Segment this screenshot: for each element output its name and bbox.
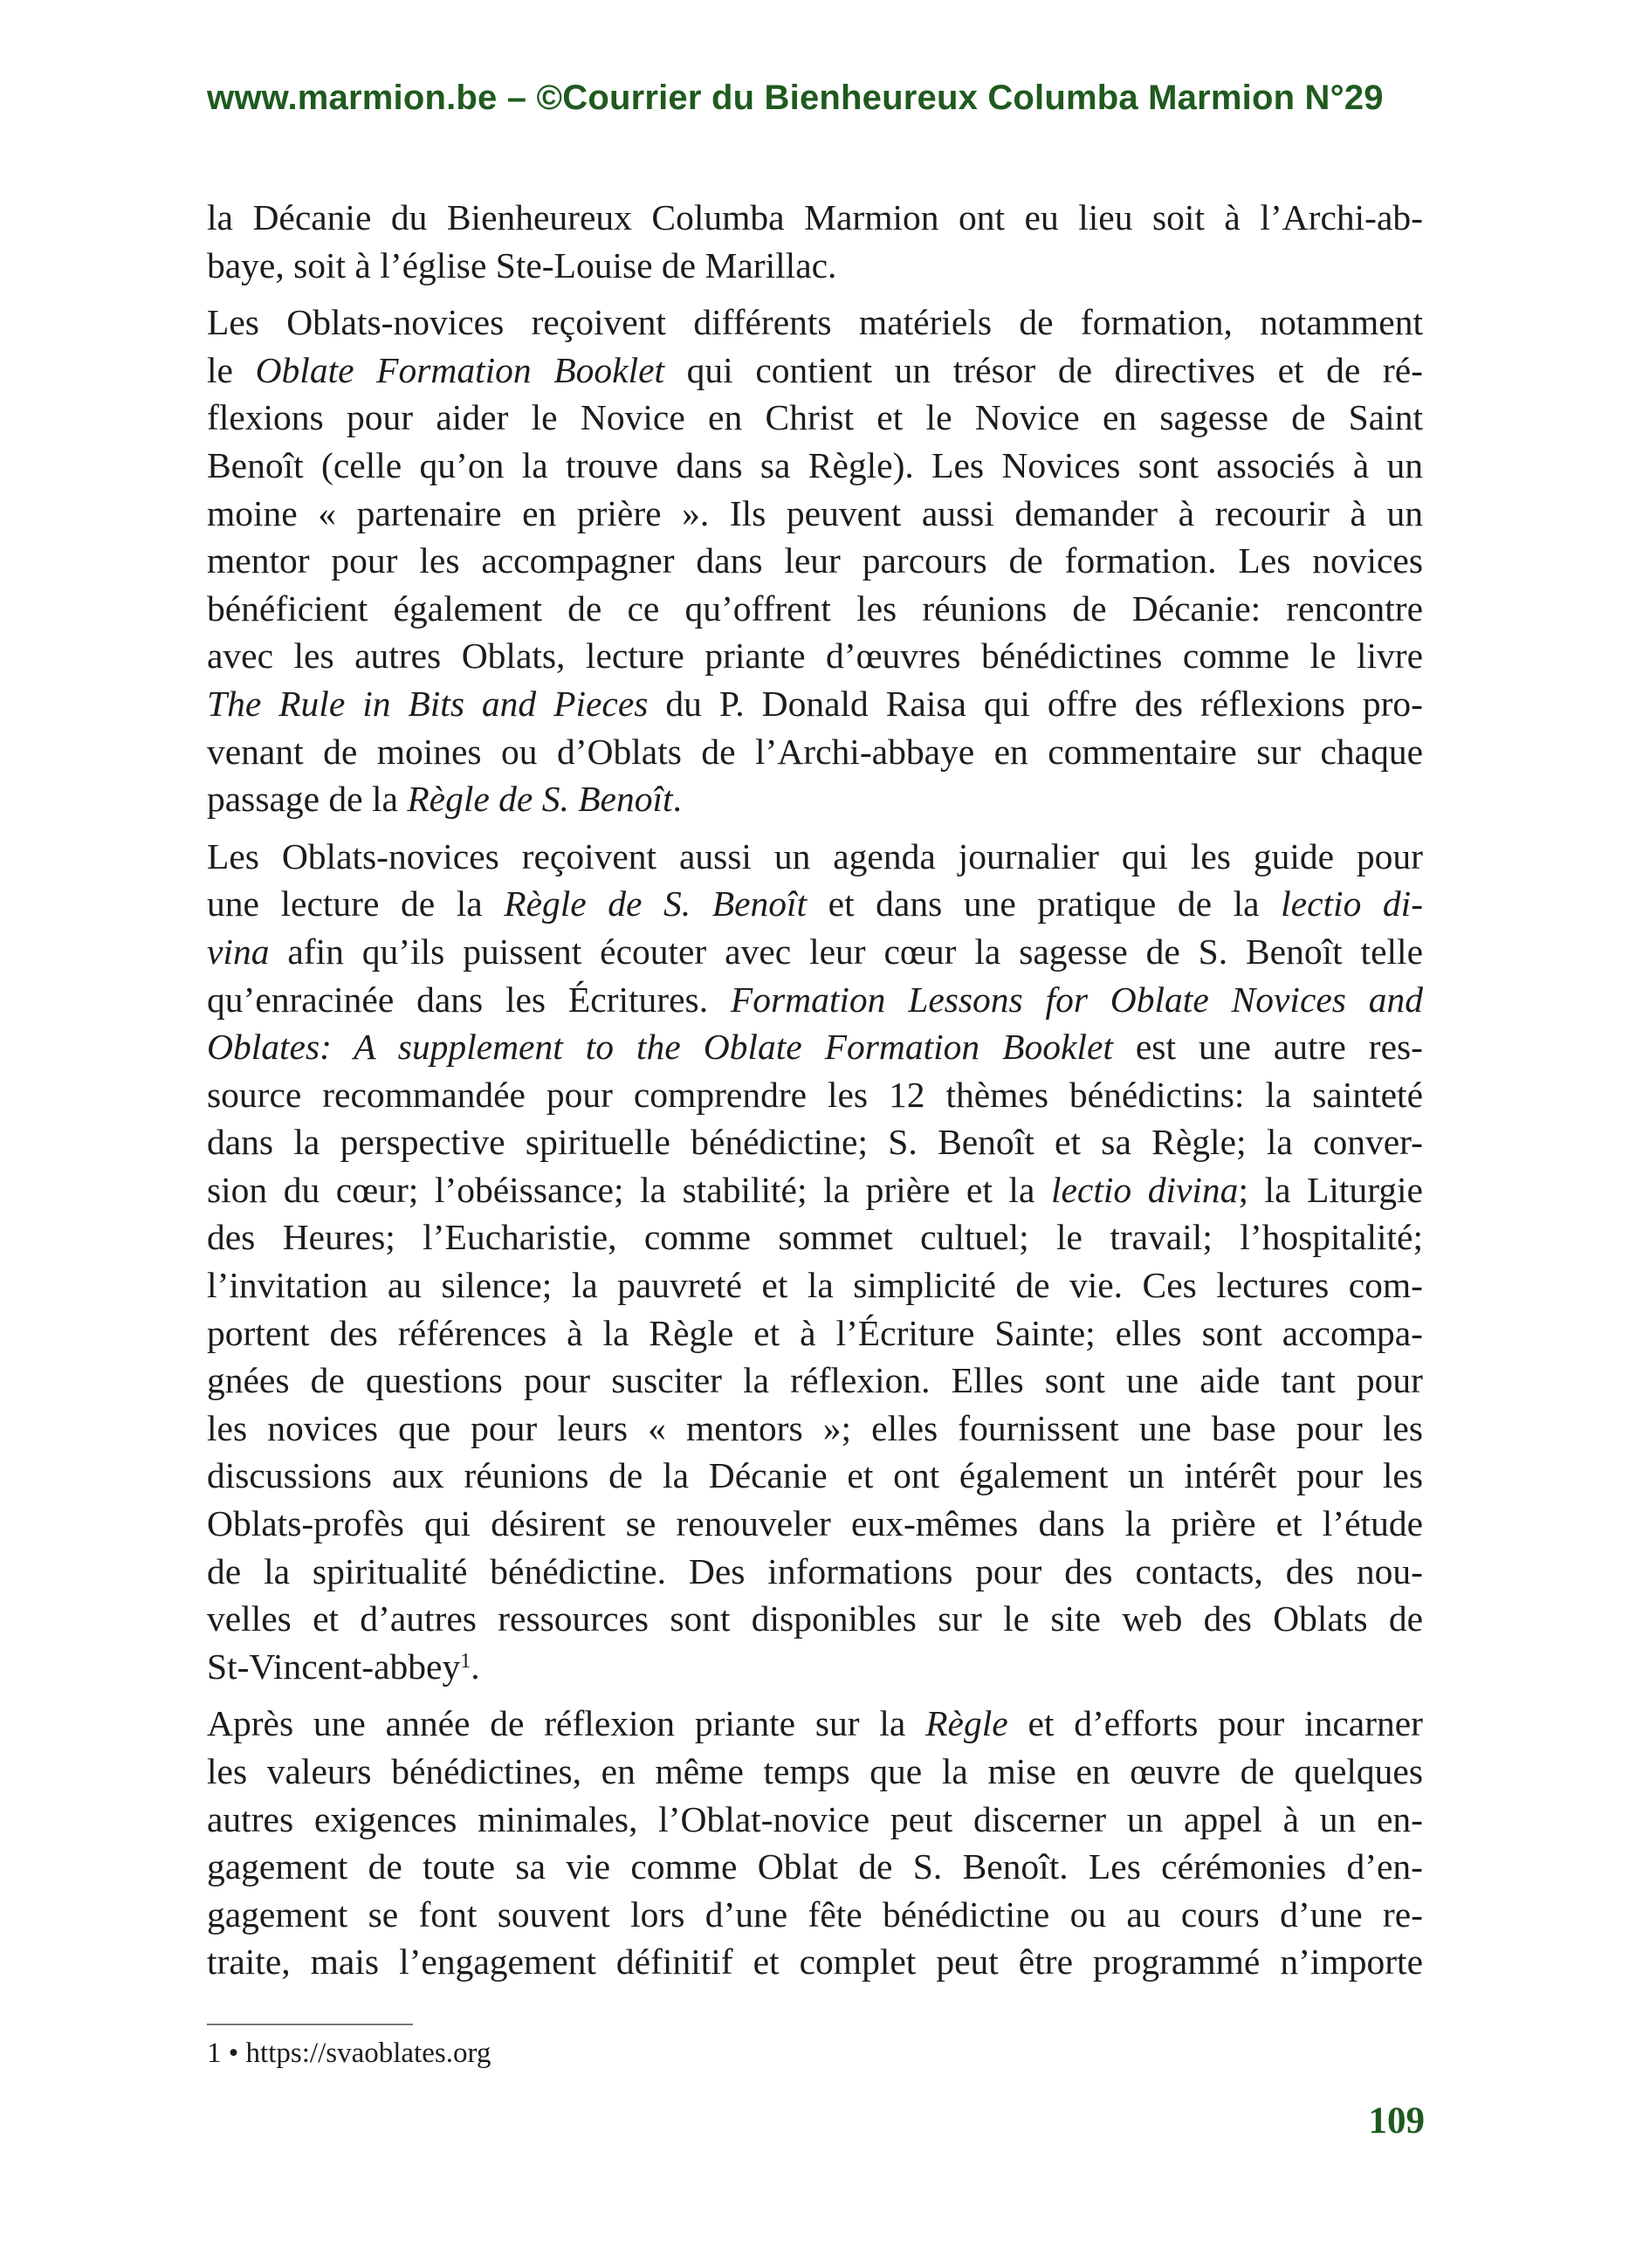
article-body [207,194,1423,1996]
text-line: Les Oblats-novices reçoivent différents matériels de formation, notamment [207,302,1423,343]
page-number: 109 [1368,2100,1425,2141]
text-line: source recommandée pour comprendre les 12 thèmes bénédictins: la sainteté [207,1074,1423,1115]
book-title: Règle de S. Benoît [407,779,673,820]
text-line: St-Vincent-abbey$^1$. [207,1646,480,1687]
text-line: avec les autres Oblats, lecture priante d’œuvres bénédictines comme le livre [207,636,1423,677]
text-line: Oblats-profès qui désirent se renouveler eux-mêmes dans la prière et l’étude [207,1503,1423,1544]
text-line: The Rule in Bits and Pieces du P. Donald Raisa qui offre des réflexions pro- [207,683,1423,724]
text-line: vina afin qu’ils puissent écouter avec leur cœur la sagesse de S. Benoît telle [207,931,1423,972]
text-line: gnées de questions pour susciter la réflexion. Elles sont une aide tant pour [207,1360,1423,1401]
text-line: Les Oblats-novices reçoivent aussi un agenda journalier qui les guide pour [207,835,1423,876]
paragraph-4 [207,1700,1423,1986]
paragraph-3 [207,833,1423,1691]
footnote-ref[interactable]: 1 [460,1649,471,1673]
text-line: baye, soit à l’église Ste-Louise de Marillac. [207,244,837,285]
text-line: mentor pour les accompagner dans leur parcours de formation. Les novices [207,540,1423,581]
text-line: velles et d’autres ressources sont disponibles sur le site web des Oblats de [207,1598,1423,1639]
text-line: autres exigences minimales, l’Oblat-novice peut discerner un appel à un en- [207,1798,1423,1839]
text-line: Après une année de réflexion priante sur la Règle et d’efforts pour incarner [207,1703,1423,1744]
text-line: de la spiritualité bénédictine. Des informations pour des contacts, des nou- [207,1550,1423,1591]
paragraph-1 [207,194,1423,289]
text-line: moine « partenaire en prière ». Ils peuvent aussi demander à recourir à un [207,492,1423,533]
text-line: gagement se font souvent lors d’une fête bénédictine ou au cours d’une re- [207,1893,1423,1935]
running-header: www.marmion.be – ©Courrier du Bienheureux Columba Marmion N°29 [207,79,1384,117]
book-title: Oblate Formation Booklet [255,349,665,390]
text-line: portent des références à la Règle et à l’Écriture Sainte; elles sont accompa- [207,1312,1423,1353]
text-line: flexions pour aider le Novice en Christ et le Novice en sagesse de Saint [207,397,1423,438]
text-line: discussions aux réunions de la Décanie et ont également un intérêt pour les [207,1455,1423,1496]
text-line: passage de la Règle de S. Benoît. [207,779,682,820]
text-line: le Oblate Formation Booklet qui contient un trésor de directives et de ré- [207,349,1423,390]
text-line: venant de moines ou d’Oblats de l’Archi-abbaye en commentaire sur chaque [207,731,1423,772]
text-line: les novices que pour leurs « mentors »; elles fournissent une base pour les [207,1407,1423,1448]
text-line: dans la perspective spirituelle bénédictine; S. Benoît et sa Règle; la conver- [207,1122,1423,1163]
paragraph-2 [207,299,1423,823]
text-line: sion du cœur; l’obéissance; la stabilité; la prière et la lectio divina; la Liturgie [207,1169,1423,1210]
book-title: The Rule in Bits and Pieces [207,683,649,724]
text-line: qu’enracinée dans les Écritures. Formation Lessons for Oblate Novices and [207,979,1424,1020]
text-line: une lecture de la Règle de S. Benoît et dans une pratique de la lectio di- [207,883,1424,924]
text-line: les valeurs bénédictines, en même temps que la mise en œuvre de quelques [207,1751,1423,1791]
text-line: la Décanie du Bienheureux Columba Marmion ont eu lieu soit à l’Archi-ab- [207,197,1423,237]
footnote: 1 • https://svaoblates.org [207,2038,491,2069]
text-line: des Heures; l’Eucharistie, comme sommet cultuel; le travail; l’hospitalité; [207,1217,1423,1258]
text-line: traite, mais l’engagement définitif et complet peut être programmé n’importe [207,1942,1423,1983]
text-line: Oblates: A supplement to the Oblate Formation Booklet est une autre res- [207,1027,1423,1068]
footnote-divider [207,2024,413,2025]
text-line: gagement de toute sa vie comme Oblat de S. Benoît. Les cérémonies d’en- [207,1846,1423,1887]
text-line: Benoît (celle qu’on la trouve dans sa Règle). Les Novices sont associés à un [207,444,1423,485]
text-line: bénéficient également de ce qu’offrent les réunions de Décanie: rencontre [207,588,1423,629]
text-line: l’invitation au silence; la pauvreté et la simplicité de vie. Ces lectures com- [207,1265,1423,1306]
